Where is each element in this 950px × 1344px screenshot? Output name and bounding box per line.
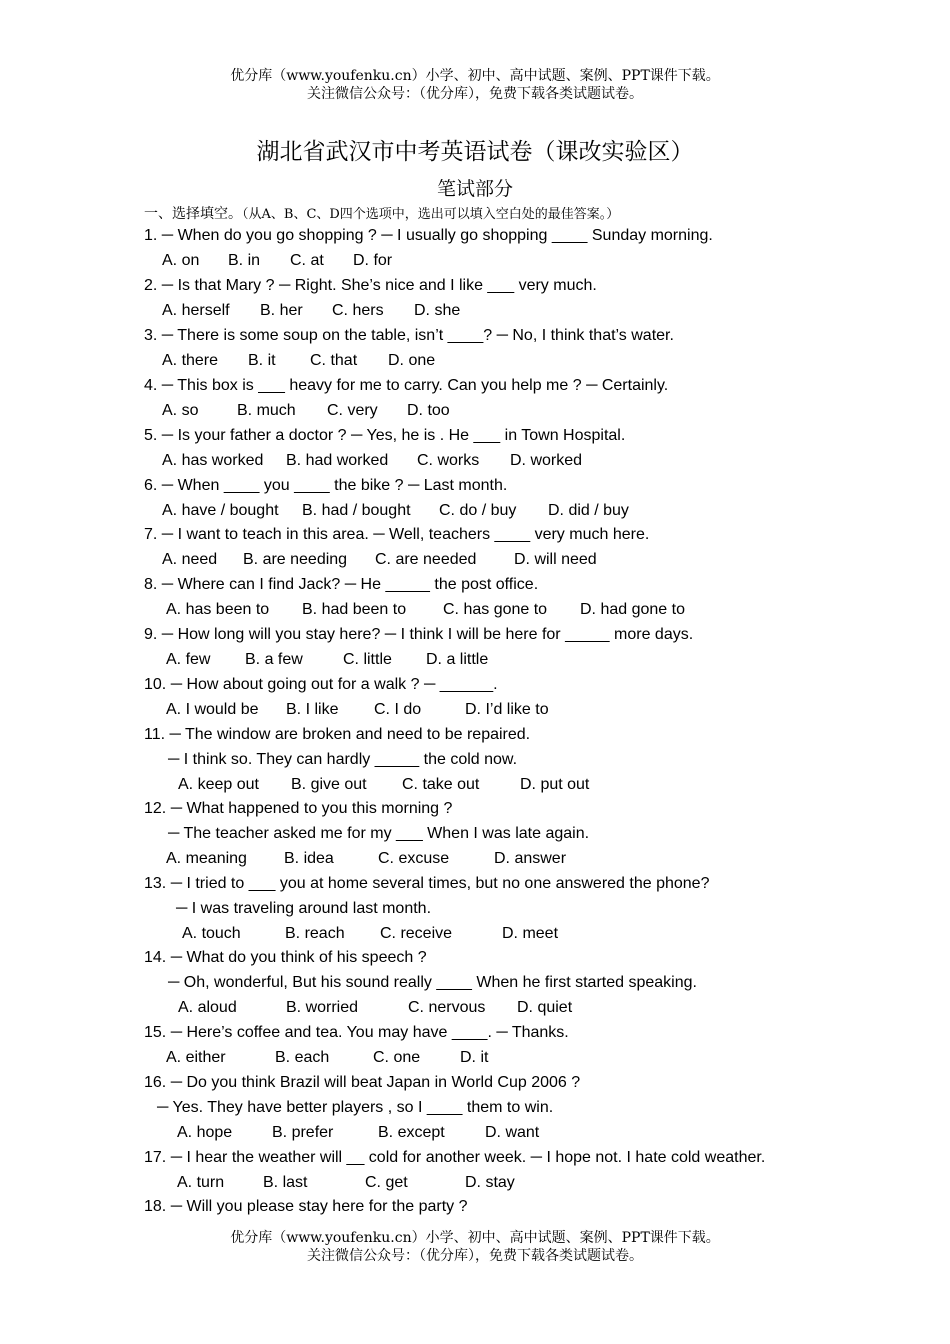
options-14 xyxy=(178,999,572,1017)
option: C. that xyxy=(310,352,358,369)
options-9 xyxy=(166,651,488,669)
option: D. had gone to xyxy=(580,601,685,618)
option: C. little xyxy=(343,651,392,668)
options-2 xyxy=(162,302,460,320)
question-3: 3. ─ There is some soup on the table, isn’t ____? ─ No, I think that’s water. xyxy=(144,327,674,344)
question-10: 10. ─ How about going out for a walk ? ─ ______. xyxy=(144,676,498,693)
option: C. are needed xyxy=(375,551,477,568)
option: B. had worked xyxy=(286,452,389,469)
option: C. one xyxy=(373,1049,421,1066)
option: B. except xyxy=(378,1124,445,1141)
section-heading-text: 一、选择填空。 xyxy=(144,206,242,222)
option: D. put out xyxy=(520,776,590,793)
option: D. will need xyxy=(514,551,597,568)
option: C. get xyxy=(365,1174,408,1191)
question-15: 15. ─ Here’s coffee and tea. You may have ____. ─ Thanks. xyxy=(144,1024,569,1041)
question-12-reply: ─ The teacher asked me for my ___ When I was late again. xyxy=(168,825,590,842)
option: B. in xyxy=(228,252,261,269)
option: B. a few xyxy=(245,651,303,668)
option: B. it xyxy=(248,352,276,369)
option: A. so xyxy=(162,402,199,419)
options-13 xyxy=(182,925,558,943)
question-1: 1. ─ When do you go shopping ? ─ I usually go shopping ____ Sunday morning. xyxy=(144,227,713,244)
option: A. has been to xyxy=(166,601,270,618)
option: C. very xyxy=(327,402,378,419)
option: B. much xyxy=(237,402,296,419)
option: D. she xyxy=(414,302,461,319)
header-line-1: 优分库（www.youfenku.cn）小学、初中、高中试题、案例、PPT课件下载。 xyxy=(230,68,720,84)
option: C. do / buy xyxy=(439,502,517,519)
options-15 xyxy=(166,1049,488,1067)
option: A. aloud xyxy=(178,999,237,1016)
option: C. receive xyxy=(380,925,453,942)
option: D. too xyxy=(407,402,450,419)
option: D. answer xyxy=(494,850,567,867)
question-14: 14. ─ What do you think of his speech ? xyxy=(144,949,427,966)
option: A. either xyxy=(166,1049,226,1066)
option: C. take out xyxy=(402,776,480,793)
option: A. hope xyxy=(177,1124,233,1141)
option: D. one xyxy=(388,352,436,369)
footer-line-2: 关注微信公众号：（优分库），免费下载各类试题试卷。 xyxy=(307,1248,643,1264)
option: D. want xyxy=(485,1124,540,1141)
section-heading xyxy=(144,203,619,223)
question-11-reply: ─ I think so. They can hardly _____ the cold now. xyxy=(168,751,518,768)
option: A. have / bought xyxy=(162,502,279,519)
question-12: 12. ─ What happened to you this morning ? xyxy=(144,800,453,817)
option: C. works xyxy=(417,452,480,469)
option: B. each xyxy=(275,1049,330,1066)
question-7: 7. ─ I want to teach in this area. ─ Well, teachers ____ very much here. xyxy=(144,526,650,543)
option: B. had / bought xyxy=(302,502,411,519)
footer-banner xyxy=(0,1229,950,1265)
page-subtitle: 笔试部分 xyxy=(436,178,513,200)
options-12 xyxy=(166,850,566,868)
options-10 xyxy=(166,701,549,719)
option: A. need xyxy=(162,551,218,568)
option: D. for xyxy=(353,252,393,269)
options-7 xyxy=(162,551,597,569)
option: A. there xyxy=(162,352,219,369)
option: D. meet xyxy=(502,925,559,942)
question-9: 9. ─ How long will you stay here? ─ I think I will be here for _____ more days. xyxy=(144,626,694,643)
option: B. I like xyxy=(286,701,339,718)
question-16: 16. ─ Do you think Brazil will beat Japan in World Cup 2006 ? xyxy=(144,1074,581,1091)
options-3 xyxy=(162,352,435,370)
option: B. are needing xyxy=(243,551,348,568)
options-11 xyxy=(178,776,589,794)
options-16 xyxy=(177,1124,539,1142)
option: A. herself xyxy=(162,302,230,319)
option: C. excuse xyxy=(378,850,450,867)
question-6: 6. ─ When ____ you ____ the bike ? ─ Last month. xyxy=(144,477,508,494)
option: B. her xyxy=(260,302,303,319)
option: B. idea xyxy=(284,850,334,867)
option: D. did / buy xyxy=(548,502,629,519)
option: C. at xyxy=(290,252,324,269)
options-17 xyxy=(177,1174,515,1192)
options-8 xyxy=(166,601,685,619)
options-1 xyxy=(162,252,392,270)
question-18: 18. ─ Will you please stay here for the party ? xyxy=(144,1198,468,1215)
page-title: 湖北省武汉市中考英语试卷（课改实验区） xyxy=(256,139,694,165)
option: A. has worked xyxy=(162,452,264,469)
question-13: 13. ─ I tried to ___ you at home several times, but no one answered the phone? xyxy=(144,875,710,892)
option: B. reach xyxy=(285,925,345,942)
option: B. last xyxy=(263,1174,308,1191)
question-17: 17. ─ I hear the weather will __ cold for another week. ─ I hope not. I hate cold weather. xyxy=(144,1149,766,1166)
option: D. I’d like to xyxy=(465,701,549,718)
question-5: 5. ─ Is your father a doctor ? ─ Yes, he is . He ___ in Town Hospital. xyxy=(144,427,626,444)
option: C. has gone to xyxy=(443,601,548,618)
option: C. I do xyxy=(374,701,422,718)
option: B. had been to xyxy=(302,601,407,618)
option: A. turn xyxy=(177,1174,225,1191)
option: C. hers xyxy=(332,302,384,319)
option: A. on xyxy=(162,252,200,269)
option: D. quiet xyxy=(517,999,573,1016)
option: B. worried xyxy=(286,999,359,1016)
option: C. nervous xyxy=(408,999,486,1016)
question-8: 8. ─ Where can I find Jack? ─ He _____ the post office. xyxy=(144,576,539,593)
question-2: 2. ─ Is that Mary ? ─ Right. She’s nice and I like ___ very much. xyxy=(144,277,597,294)
option: A. few xyxy=(166,651,211,668)
header-line-2: 关注微信公众号：（优分库），免费下载各类试题试卷。 xyxy=(307,86,643,102)
option: D. stay xyxy=(465,1174,515,1191)
footer-line-1: 优分库（www.youfenku.cn）小学、初中、高中试题、案例、PPT课件下载。 xyxy=(230,1230,720,1246)
question-16-reply: ─ Yes. They have better players , so I ____ them to win. xyxy=(157,1099,554,1116)
section-note: （从A、B、C、D四个选项中，选出可以填入空白处的最佳答案。） xyxy=(242,207,620,222)
options-6 xyxy=(162,502,629,520)
header-banner xyxy=(0,67,950,103)
question-11: 11. ─ The window are broken and need to be repaired. xyxy=(144,726,531,743)
options-4 xyxy=(162,402,450,420)
option: D. it xyxy=(460,1049,489,1066)
option: D. a little xyxy=(426,651,489,668)
option: A. meaning xyxy=(166,850,247,867)
option: B. give out xyxy=(291,776,367,793)
question-13-reply: ─ I was traveling around last month. xyxy=(176,900,432,917)
option: B. prefer xyxy=(272,1124,334,1141)
option: A. keep out xyxy=(178,776,259,793)
options-5 xyxy=(162,452,582,470)
question-14-reply: ─ Oh, wonderful, But his sound really ____ When he first started speaking. xyxy=(168,974,697,991)
option: A. touch xyxy=(182,925,241,942)
option: A. I would be xyxy=(166,701,259,718)
option: D. worked xyxy=(510,452,583,469)
question-4: 4. ─ This box is ___ heavy for me to carry. Can you help me ? ─ Certainly. xyxy=(144,377,669,394)
